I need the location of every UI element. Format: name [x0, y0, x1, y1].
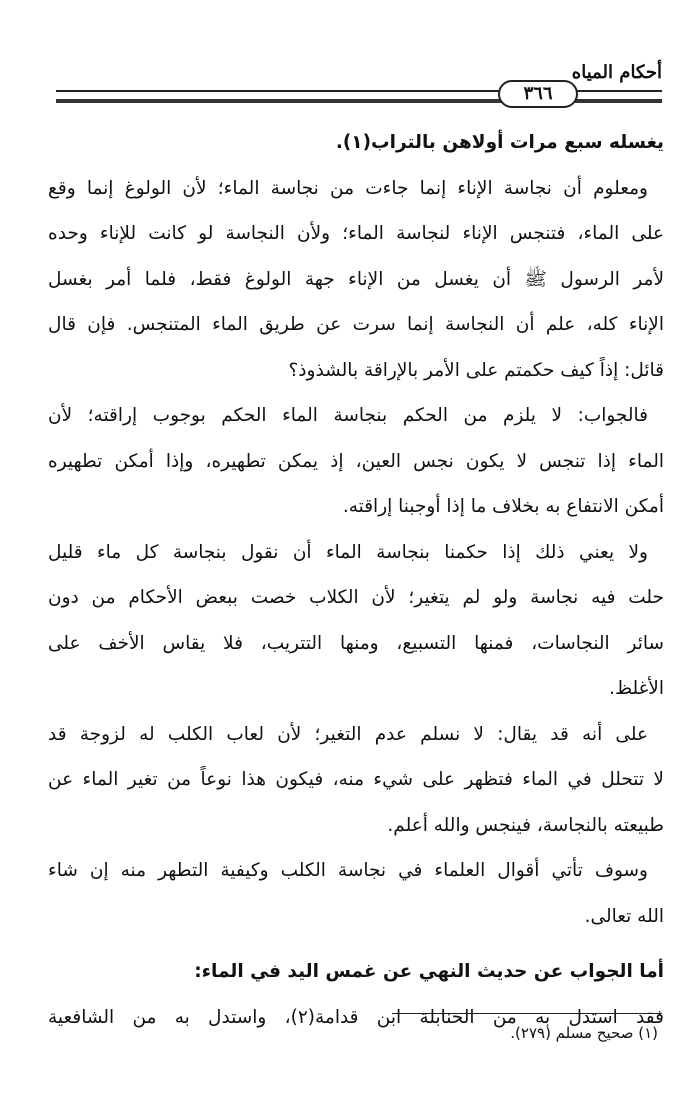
text-line: لأمر الرسول ﷺ أن يغسل من الإناء جهة الولوغ فقط، فلما أمر بغسل — [48, 268, 664, 290]
text-line: ولا يعني ذلك إذا حكمنا بنجاسة الماء أن نقول بنجاسة كل ماء قليل — [48, 541, 648, 563]
footnote: (١) صحيح مسلم (٢٧٩). — [510, 1024, 658, 1042]
text-line: يغسله سبع مرات أولاهن بالتراب(١). — [335, 132, 664, 153]
text-line: سائر النجاسات، فمنها التسبيع، ومنها التتريب، فلا يقاس الأخف على — [48, 632, 664, 654]
text-line: الإناء كله، علم أن النجاسة إنما سرت عن طريق الماء المتنجس. فإن قال — [48, 314, 664, 335]
page-number: ٣٦٦ — [498, 80, 578, 108]
text-line: طبيعته بالنجاسة، فينجس والله أعلم. — [387, 814, 664, 836]
text-line: الله تعالى. — [584, 905, 664, 927]
text-line: قائل: إذاً كيف حكمتم على الأمر بالإراقة بالشذوذ؟ — [288, 359, 664, 381]
text-line: لا تتحلل في الماء فتظهر على شيء منه، فيكون هذا نوعاً من تغير الماء عن — [48, 769, 664, 790]
text-line: فالجواب: لا يلزم من الحكم بنجاسة الماء الحكم بوجوب إراقته؛ لأن — [48, 405, 648, 426]
text-line: الماء إذا تنجس لا يكون نجس العين، إذ يمكن تطهيره، وإذا أمكن تطهيره — [48, 450, 664, 472]
text-line: أمكن الانتفاع به بخلاف ما إذا أوجبنا إراقته. — [342, 496, 664, 517]
text-line: على أنه قد يقال: لا نسلم عدم التغير؛ لأن لعاب الكلب له لزوجة قد — [48, 723, 648, 745]
running-title: أحكام المياه — [571, 62, 662, 83]
text-line: ومعلوم أن نجاسة الإناء إنما جاءت من نجاسة الماء؛ لأن الولوغ إنما وقع — [48, 177, 648, 199]
text-line: الأغلظ. — [609, 678, 664, 699]
text-line: حلت فيه نجاسة ولو لم يتغير؛ لأن الكلاب خصت ببعض الأحكام من دون — [48, 587, 664, 608]
section-heading: أما الجواب عن حديث النهي عن غمس اليد في الماء: — [194, 961, 664, 982]
text-line: وسوف تأتي أقوال العلماء في نجاسة الكلب وكيفية التطهر منه إن شاء — [48, 860, 648, 881]
footnote-rule — [392, 1013, 662, 1014]
text-line: على الماء، فتنجس الإناء لنجاسة الماء؛ ولأن النجاسة لو كانت للإناء وحده — [48, 223, 664, 244]
text-line: فقد استدل به من الحنابلة ابن قدامة(٢)، واستدل به من الشافعية — [48, 1006, 664, 1028]
body-text — [48, 120, 664, 1040]
